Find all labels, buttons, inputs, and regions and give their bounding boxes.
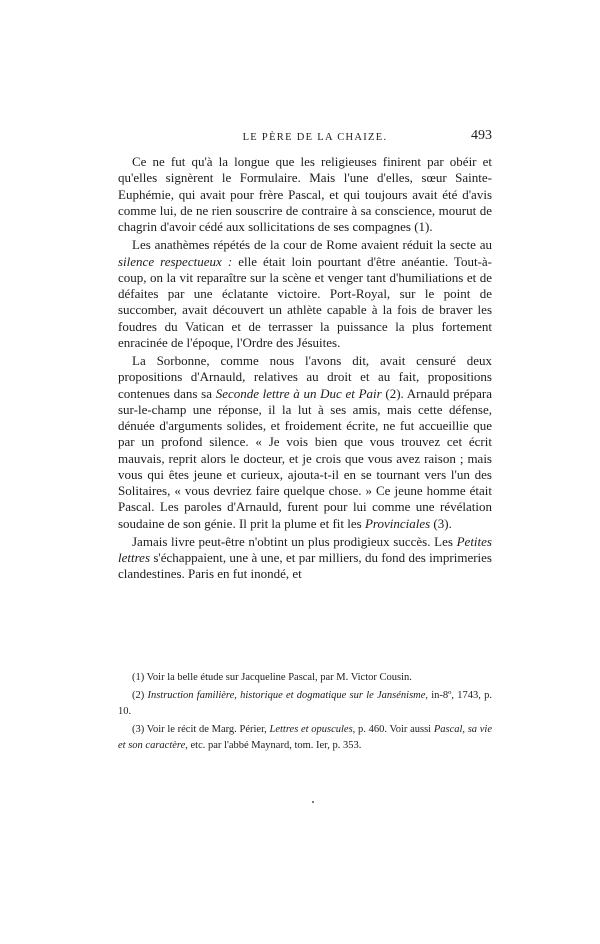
footnote-text: (1) Voir la belle étude sur Jacqueline Pascal, par M. Victor Cousin. (132, 672, 412, 683)
paragraph-text: (2). Arnauld prépara sur-le-champ une réponse, il la lut à ses amis, mais cette défense, dénuée d'arguments solides, et froidement écrite, ne fut accueillie que par un profond silence. « Je vois bien que vous trouvez cet écrit mauvais, reprit alors le docteur, et je crois que vous avez raison ; mais vous qui êtes jeune et curieux, ajouta-t-il en se tournant vers l'un des Solitaires, « vous devriez faire quelque chose. » Ce jeune homme était Pascal. Les paroles d'Arnauld, furent pour lui comme une révélation soudaine de son génie. Il prit la plume et fit les (118, 385, 492, 531)
italic-phrase: silence respectueux : (118, 253, 233, 269)
running-title: LE PÈRE DE LA CHAIZE. (242, 132, 388, 143)
page-header (118, 128, 492, 146)
italic-title: Provinciales (364, 515, 431, 531)
italic-title: Petites lettres (118, 533, 492, 565)
page-number: 493 (471, 128, 492, 143)
footnote-text: in-8º, 1743, p. 10. (118, 690, 492, 717)
footnote-text: (2) (132, 690, 148, 701)
paragraph (118, 154, 492, 235)
main-text (118, 154, 492, 585)
paragraph-text: elle était loin pourtant d'être anéantie. Tout-à-coup, on la vit reparaître sur la scène et venger tant d'humiliations et de défaites par une éclatante victoire. Port-Royal, sur le point de succomber, avait découvert un athlète capable à la fois de braver les foudres du Vatican et de terrasser la puissance la plus fortement enracinée de l'époque, l'Ordre des Jésuites. (118, 253, 492, 350)
italic-title: Seconde lettre à un Duc et Pair (215, 385, 382, 401)
paragraph-text: Ce ne fut qu'à la longue que les religieuses finirent par obéir et qu'elles signèrent le Formulaire. Mais l'une d'elles, sœur Sainte-Euphémie, qui avait pour frère Pascal, et qui toujours avait été d'avis comme lui, de ne rien souscrire de contraire à sa conscience, mourut de chagrin d'avoir cédé aux sollicitations de ses compagnes (1). (118, 154, 492, 234)
footnote-text: etc. par l'abbé Maynard, tom. Ier, p. 353. (187, 740, 362, 751)
paragraph (118, 353, 492, 532)
footnote-italic: Lettres et opuscules, (269, 724, 356, 735)
footnote-italic: Instruction familière, historique et dogmatique sur le Jansénisme, (147, 690, 429, 701)
paragraph (118, 237, 492, 351)
footnotes (118, 670, 492, 756)
footnote (118, 688, 492, 720)
paragraph-text: La Sorbonne, comme nous l'avons dit, avait censuré deux propositions d'Arnauld, relatives au droit et au fait, propositions contenues dans sa (118, 353, 492, 401)
ink-speck (312, 801, 314, 803)
paragraph-text: s'échappaient, une à une, et par milliers, du fond des imprimeries clandestines. Paris en fut inondé, et (118, 550, 492, 582)
paragraph-text: (3). (430, 515, 452, 531)
footnote-italic: Pascal, sa vie et son caractère, (118, 724, 493, 751)
paragraph-text: Les anathèmes répétés de la cour de Rome avaient réduit la secte au (132, 237, 492, 253)
paragraph (118, 534, 492, 583)
paragraph-text: Jamais livre peut-être n'obtint un plus prodigieux succès. Les (132, 533, 457, 549)
footnote (118, 722, 492, 754)
footnote (118, 670, 492, 686)
footnote-text: (3) Voir le récit de Marg. Périer, (132, 724, 270, 735)
footnote-text: p. 460. Voir aussi (355, 724, 434, 735)
